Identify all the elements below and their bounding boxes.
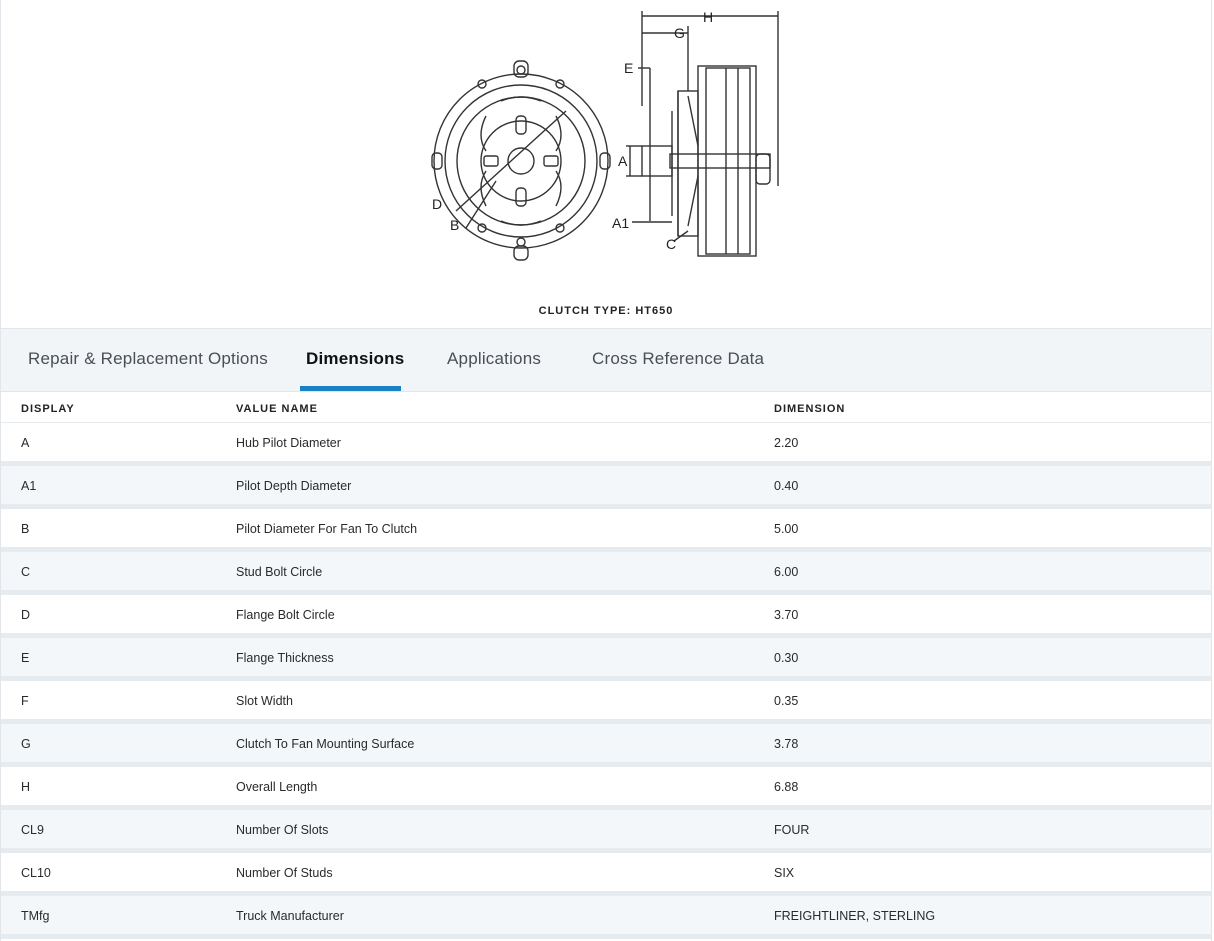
clutch-diagram-labels xyxy=(426,6,796,266)
label-a1: A1 xyxy=(612,215,630,231)
table-row xyxy=(1,552,1211,595)
cell-value-name: Pilot Diameter For Fan To Clutch xyxy=(236,522,418,536)
tab-applications[interactable]: Applications xyxy=(447,349,542,368)
cell-display: F xyxy=(21,694,29,708)
label-c: C xyxy=(666,236,677,252)
cell-display: A xyxy=(21,436,30,450)
cell-display: C xyxy=(21,565,31,579)
cell-value-name: Flange Bolt Circle xyxy=(236,608,335,622)
cell-dimension: 6.88 xyxy=(774,780,799,794)
cell-value-name: Pilot Depth Diameter xyxy=(236,479,352,493)
cell-display: H xyxy=(21,780,31,794)
cell-dimension: 3.78 xyxy=(774,737,799,751)
table-row xyxy=(1,810,1211,853)
clutch-type-caption: CLUTCH TYPE: HT650 xyxy=(538,305,674,317)
cell-dimension: 5.00 xyxy=(774,522,799,536)
label-e: E xyxy=(624,60,634,76)
label-a: A xyxy=(618,153,628,169)
table-row xyxy=(1,638,1211,681)
cell-display: B xyxy=(21,522,30,536)
cell-display: CL9 xyxy=(21,823,44,837)
header-display: DISPLAY xyxy=(21,403,75,415)
cell-value-name: Clutch To Fan Mounting Surface xyxy=(236,737,415,751)
cell-value-name: Overall Length xyxy=(236,780,318,794)
table-row xyxy=(1,509,1211,552)
cell-display: TMfg xyxy=(21,909,50,923)
active-tab-indicator xyxy=(300,386,401,391)
table-row xyxy=(1,853,1211,896)
tab-bar xyxy=(1,328,1211,392)
table-row xyxy=(1,595,1211,638)
table-row xyxy=(1,423,1211,466)
table-row xyxy=(1,681,1211,724)
tab-cross-reference[interactable]: Cross Reference Data xyxy=(592,349,765,368)
cell-dimension: 3.70 xyxy=(774,608,799,622)
label-g: G xyxy=(674,25,685,41)
cell-dimension: 0.35 xyxy=(774,694,799,708)
cell-value-name: Stud Bolt Circle xyxy=(236,565,323,579)
table-row xyxy=(1,767,1211,810)
header-value-name: VALUE NAME xyxy=(236,403,318,415)
cell-dimension: FREIGHTLINER, STERLING xyxy=(774,909,936,923)
cell-dimension: 0.30 xyxy=(774,651,799,665)
cell-display: D xyxy=(21,608,31,622)
cell-value-name: Flange Thickness xyxy=(236,651,334,665)
cell-display: A1 xyxy=(21,479,37,493)
cell-dimension: SIX xyxy=(774,866,795,880)
table-row xyxy=(1,896,1211,939)
cell-dimension: FOUR xyxy=(774,823,810,837)
cell-display: E xyxy=(21,651,30,665)
cell-dimension: 0.40 xyxy=(774,479,799,493)
cell-value-name: Hub Pilot Diameter xyxy=(236,436,341,450)
tab-repair-replacement[interactable]: Repair & Replacement Options xyxy=(28,349,268,368)
table-header xyxy=(1,392,1211,423)
cell-display: G xyxy=(21,737,31,751)
cell-value-name: Number Of Slots xyxy=(236,823,329,837)
header-dimension: DIMENSION xyxy=(774,403,846,415)
cell-dimension: 2.20 xyxy=(774,436,799,450)
cell-value-name: Truck Manufacturer xyxy=(236,909,344,923)
cell-value-name: Number Of Studs xyxy=(236,866,333,880)
tab-dimensions[interactable]: Dimensions xyxy=(306,349,405,368)
dimensions-table-body xyxy=(1,423,1211,939)
label-d: D xyxy=(432,196,443,212)
cell-value-name: Slot Width xyxy=(236,694,293,708)
clutch-diagram-panel xyxy=(1,0,1211,328)
table-row xyxy=(1,724,1211,767)
cell-dimension: 6.00 xyxy=(774,565,799,579)
label-h: H xyxy=(703,9,714,25)
cell-display: CL10 xyxy=(21,866,51,880)
label-b: B xyxy=(450,217,460,233)
table-row xyxy=(1,466,1211,509)
